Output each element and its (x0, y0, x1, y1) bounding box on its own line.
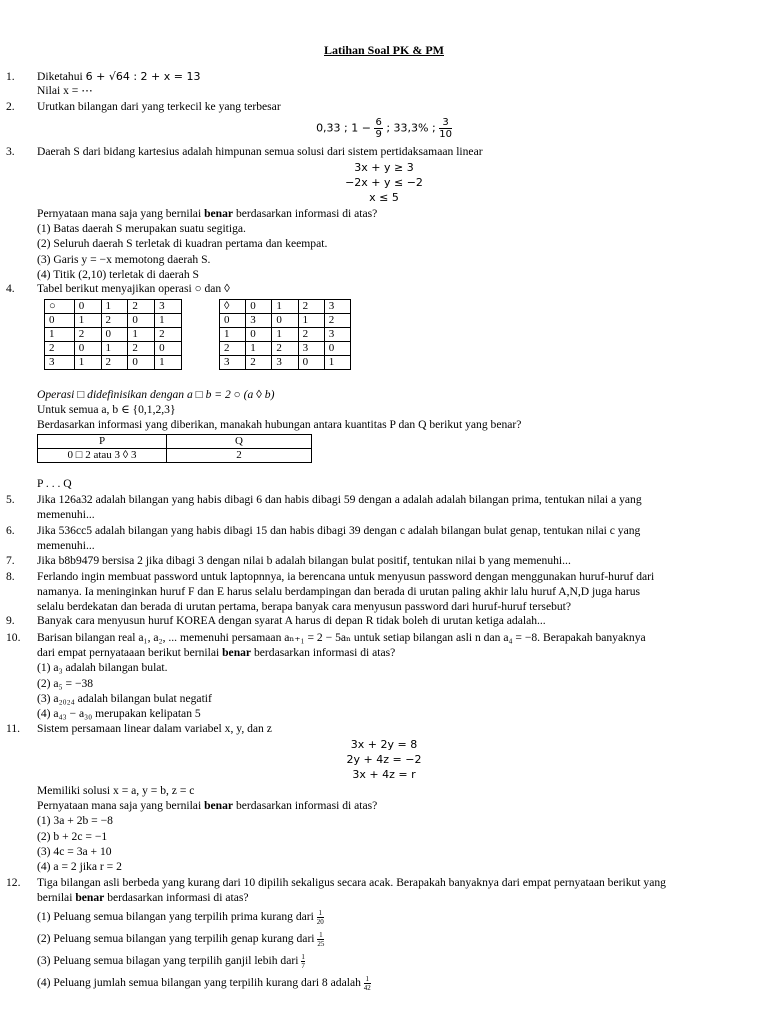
question-text: namanya. Ia meninginkan huruf F dan E harus selalu berdampingan dan berada di urutan paling akhir lalu huruf A,N,D juga harus (37, 585, 641, 599)
question-number: 12. (6, 876, 21, 889)
table-cell: 0 (155, 342, 182, 356)
table-cell: 0 (128, 314, 155, 328)
fraction: $\frac{1}{25}$ (317, 930, 325, 948)
fraction: $\frac{1}{42}$ (363, 974, 371, 992)
question-text: memenuhi... (37, 539, 95, 553)
question-text: bernilai benar berdasarkan informasi di atas? (37, 891, 249, 905)
question-number: 10. (6, 631, 21, 644)
table-cell: 3 (246, 314, 272, 328)
statement-option: (3) Garis y = −x memotong daerah S. (37, 252, 211, 266)
question-number: 9. (6, 614, 15, 627)
table-cell: 0 (298, 356, 324, 370)
statement-option: (1) a₃ adalah bilangan bulat. (37, 661, 168, 675)
statement-prompt: Pernyataan mana saja yang bernilai benar berdasarkan informasi di atas? (37, 799, 378, 813)
pq-table (37, 434, 312, 463)
question-text: Jika 126a32 adalah bilangan yang habis dibagi 6 dan habis dibagi 59 dengan a adalah adalah bilangan prima, tentukan nilai a yang (37, 493, 642, 506)
table-row (45, 314, 182, 328)
table-cell: 1 (272, 300, 298, 314)
table-cell: 0 (74, 300, 101, 314)
domain-statement: Untuk semua a, b ∈ {0,1,2,3} (37, 403, 176, 417)
table-cell: 2 (74, 328, 101, 342)
question-4 (6, 282, 746, 296)
question-9 (6, 614, 746, 628)
question-8 (6, 569, 746, 615)
question-text: Sistem persamaan linear dalam variabel x, y, dan z (37, 722, 272, 735)
table-header-row (38, 435, 312, 449)
table-cell: 2 (298, 300, 324, 314)
table-cell: 3 (272, 356, 298, 370)
probability-option: (1) Peluang semua bilangan yang terpilih prima kurang dari $\frac{1}{20}$ (37, 908, 324, 926)
equation-system (0, 737, 768, 782)
circle-operation-table (44, 299, 182, 370)
table-row (220, 342, 351, 356)
table-row (220, 356, 351, 370)
statement-option: (4) Titik (2,10) terletak di daerah S (37, 267, 199, 281)
table-cell: 3 (155, 300, 182, 314)
question-10 (6, 630, 746, 721)
question-text: Berdasarkan informasi yang diberikan, manakah hubungan antara kuantitas P dan Q berikut yang benar? (37, 418, 522, 432)
table-cell: ◊ (220, 300, 246, 314)
table-cell: 0 (45, 314, 75, 328)
table-cell: 2 (298, 328, 324, 342)
table-cell: 1 (246, 342, 272, 356)
inequality: −2x + y ≤ −2 (345, 176, 423, 189)
table-cell: 2 (167, 449, 312, 463)
table-cell: 1 (74, 356, 101, 370)
inequality: x ≤ 5 (369, 191, 399, 204)
table-cell: 2 (128, 342, 155, 356)
table-cell: 0 (220, 314, 246, 328)
table-cell: 2 (155, 328, 182, 342)
question-2 (6, 100, 746, 114)
question-text: dari empat pernyataaan berikut bernilai benar berdasarkan informasi di atas? (37, 646, 396, 660)
probability-option: (4) Peluang jumlah semua bilangan yang terpilih kurang dari 8 adalah $\frac{1}{42}$ (37, 974, 371, 992)
question-6 (6, 523, 746, 553)
page-title: Latihan Soal PK & PM (323, 43, 444, 57)
question-7 (6, 554, 746, 568)
table-cell: 1 (45, 328, 75, 342)
statement-option: (1) 3a + 2b = −8 (37, 814, 113, 828)
question-number: 2. (6, 100, 15, 113)
table-cell: 0 (128, 356, 155, 370)
diamond-operation-table (219, 299, 351, 370)
table-row (45, 300, 182, 314)
question-text: Tiga bilangan asli berbeda yang kurang dari 10 dipilih sekaligus secara acak. Berapakah banyaknya dari empat pernyataan berikut yang (37, 876, 666, 889)
question-text: Urutkan bilangan dari yang terkecil ke yang terbesar (37, 100, 281, 113)
table-cell: 3 (220, 356, 246, 370)
operation-definition: Operasi □ didefinisikan dengan a □ b = 2 ○ (a ◊ b) (37, 388, 275, 401)
question-text: Banyak cara menyusun huruf KOREA dengan syarat A harus di depan R tidak boleh di urutan ketiga adalah... (37, 614, 546, 627)
statement-option: (2) a₅ = −38 (37, 676, 94, 690)
question-text: Tabel berikut menyajikan operasi ○ dan ◊ (37, 282, 230, 295)
table-row (220, 328, 351, 342)
question-text: Diketahui 6 + √64 : 2 + x = 13 (37, 70, 201, 83)
question-text: memenuhi... (37, 508, 95, 522)
table-cell: 0 (324, 342, 350, 356)
table-cell: 3 (298, 342, 324, 356)
question-number: 7. (6, 554, 15, 567)
question-11-statements (6, 783, 746, 874)
inequality-system (0, 160, 768, 205)
table-row (45, 356, 182, 370)
question-text: Jika 536cc5 adalah bilangan yang habis dibagi 15 dan habis dibagi 39 dengan c adalah bilangan bulat genap, tentukan nilai c yang (37, 524, 641, 537)
statement-option: (4) a = 2 jika r = 2 (37, 860, 122, 874)
table-cell: 1 (74, 314, 101, 328)
table-cell: 2 (246, 356, 272, 370)
table-cell: 2 (45, 342, 75, 356)
table-cell: 0 (272, 314, 298, 328)
table-cell: 0 (246, 328, 272, 342)
fraction: $\frac{1}{7}$ (301, 952, 305, 970)
table-row (45, 328, 182, 342)
table-cell: 1 (272, 328, 298, 342)
question-12 (6, 875, 746, 905)
table-row (220, 300, 351, 314)
table-row (45, 342, 182, 356)
fraction: $\frac{6}{9}$ (375, 117, 382, 140)
table-cell: 1 (324, 356, 350, 370)
table-body (45, 300, 182, 370)
table-cell: 2 (128, 300, 155, 314)
table-cell: 1 (155, 314, 182, 328)
statement-option: (2) Seluruh daerah S terletak di kuadran pertama dan keempat. (37, 237, 328, 251)
table-cell: 1 (101, 342, 128, 356)
question-5 (6, 492, 746, 522)
table-body (220, 300, 351, 370)
question-text: Nilai x = ⋯ (37, 84, 93, 98)
question-text: Jika b8b9479 bersisa 2 jika dibagi 3 dengan nilai b adalah bilangan bulat positif, tentukan nilai b yang memenuhi... (37, 554, 571, 567)
table-cell: 3 (45, 356, 75, 370)
table-cell: 2 (220, 342, 246, 356)
table-cell: 1 (298, 314, 324, 328)
probability-option: (3) Peluang semua bilagan yang terpilih ganjil lebih dari $\frac{1}{7}$ (37, 952, 305, 970)
statement-option: (3) a₂₀₂₄ adalah bilangan bulat negatif (37, 691, 212, 705)
question-text: Barisan bilangan real a₁, a₂, ... memenuhi persamaan aₙ₊₁ = 2 − 5aₙ untuk setiap bilangan asli n dan a₄ = −8. Berapakah banyaknya (37, 631, 646, 644)
question-number: 5. (6, 493, 15, 506)
table-row (38, 449, 312, 463)
statement-option: (2) b + 2c = −1 (37, 829, 108, 843)
question-number: 4. (6, 282, 15, 295)
fraction: $\frac{1}{20}$ (316, 908, 324, 926)
inequality: 3x + y ≥ 3 (354, 161, 414, 174)
question-number: 8. (6, 570, 15, 583)
question-text: selalu berdekatan dan berada di urutan pertama, berapa banyak cara menyusun password dari huruf-huruf tersebut? (37, 600, 572, 614)
table-header: Q (167, 435, 312, 449)
fraction: $\frac{3}{10}$ (439, 117, 452, 140)
table-cell: 1 (128, 328, 155, 342)
question-11 (6, 722, 746, 736)
equation: 3x + 2y = 8 (350, 738, 418, 751)
math-expression: 6 + √64 : 2 + x = 13 (85, 70, 201, 83)
answer-blank: P . . . Q (37, 477, 72, 490)
solution-statement: Memiliki solusi x = a, y = b, z = c (37, 784, 195, 797)
statement-option: (4) a₄₃ − a₃₀ merupakan kelipatan 5 (37, 707, 201, 721)
question-number: 6. (6, 524, 15, 537)
question-text: Ferlando ingin membuat password untuk laptopnnya, ia berencana untuk menyusun password dengan menggunakan huruf-huruf dari (37, 570, 655, 583)
table-cell: 2 (324, 314, 350, 328)
equation: 3x + 4z = r (352, 768, 416, 781)
statement-option: (1) Batas daerah S merupakan suatu segitiga. (37, 222, 246, 236)
question-4-definition (6, 387, 746, 433)
pq-answer-line (6, 477, 746, 491)
table-cell: 1 (220, 328, 246, 342)
table-cell: 0 (74, 342, 101, 356)
table-cell: 3 (324, 328, 350, 342)
table-row (220, 314, 351, 328)
table-cell: 0 (101, 328, 128, 342)
question-text: Daerah S dari bidang kartesius adalah himpunan semua solusi dari sistem pertidaksamaan linear (37, 145, 483, 158)
table-cell: 3 (324, 300, 350, 314)
statement-prompt: Pernyataan mana saja yang bernilai benar berdasarkan informasi di atas? (37, 207, 378, 220)
table-cell: ○ (45, 300, 75, 314)
table-cell: 2 (101, 314, 128, 328)
probability-option: (2) Peluang semua bilangan yang terpilih genap kurang dari $\frac{1}{25}$ (37, 930, 325, 948)
table-cell: 1 (101, 300, 128, 314)
ordering-expression: 0,33 ; 1 − $\frac{6}{9}$ ; 33,3% ; $\frac{3}{10}$ (316, 117, 452, 140)
table-cell: 0 (246, 300, 272, 314)
table-cell: 0 □ 2 atau 3 ◊ 3 (38, 449, 167, 463)
question-number: 11. (6, 722, 21, 735)
question-number: 1. (6, 70, 15, 83)
table-cell: 2 (272, 342, 298, 356)
statement-option: (3) 4c = 3a + 10 (37, 844, 112, 858)
question-1 (6, 70, 746, 99)
table-header: P (38, 435, 167, 449)
table-cell: 2 (101, 356, 128, 370)
question-number: 3. (6, 145, 15, 158)
question-12-options (6, 906, 746, 994)
question-3 (6, 145, 746, 159)
equation: 2y + 4z = −2 (346, 753, 422, 766)
question-3-statements (6, 206, 746, 282)
table-cell: 1 (155, 356, 182, 370)
